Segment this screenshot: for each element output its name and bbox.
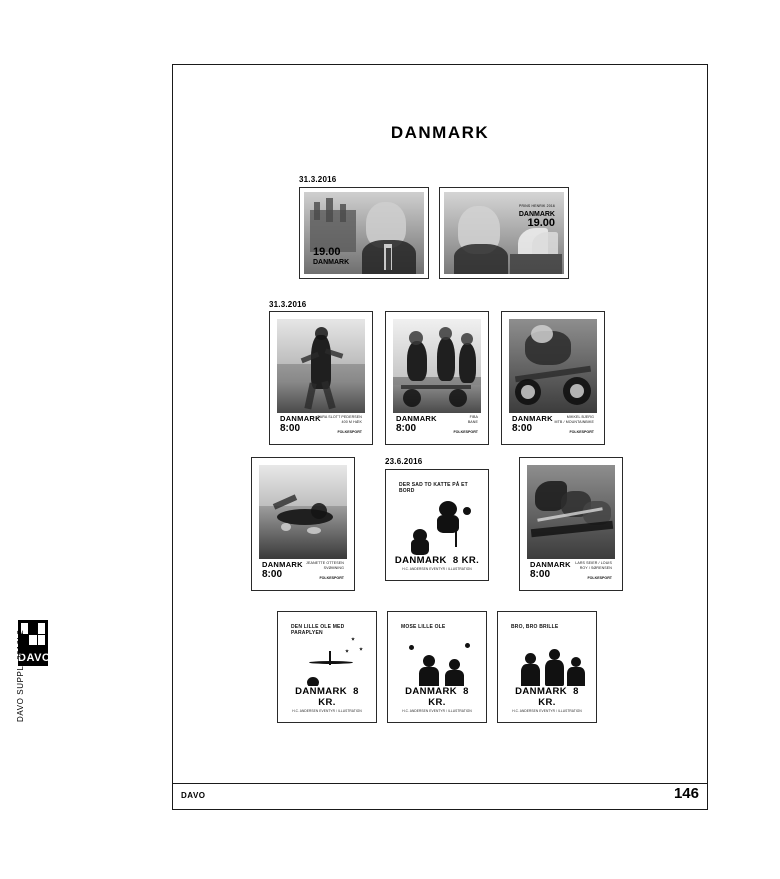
stamp-royal-2-value: 19.00	[527, 217, 555, 229]
davo-logo-word: DAVO	[18, 652, 51, 664]
stamp-fairytale-2-title: DEN LILLE OLE MED PARAPLYEN	[291, 624, 345, 636]
sheet-footer	[173, 783, 707, 809]
stamp-sport-2-discipline: FIBA BANE	[467, 415, 478, 424]
stamp-sport-5-discipline: LARS SEIER / LOUIS ROY / SØRENSEN	[575, 561, 612, 570]
stamp-sport-2-series: FOLKESPORT	[453, 430, 478, 434]
stamp-sport-4-discipline: JEANETTE OTTESEN SVØMNING	[306, 561, 344, 570]
stamp-sport-1-discipline: SARA SLOTT PEDERSEN 400 M HÆK	[317, 415, 362, 424]
stamp-royal-1-country: DANMARK	[313, 258, 350, 266]
stamp-fairytale-3[interactable]	[387, 611, 487, 723]
stamp-sport-4-country: DANMARK	[262, 560, 303, 569]
stamp-fairytale-4[interactable]	[497, 611, 597, 723]
stamp-sport-1[interactable]	[269, 311, 373, 445]
stamp-royal-2-country: DANMARK	[518, 211, 555, 218]
stamp-fairytale-1[interactable]	[385, 469, 489, 581]
stamp-royal-1[interactable]	[299, 187, 429, 279]
stamp-fairytale-3-subtitle: H.C. ANDERSEN EVENTYR / ILLUSTRATION	[402, 709, 472, 713]
stamp-sport-4[interactable]	[251, 457, 355, 591]
stamp-fairytale-1-line: DANMARK 8 KR.	[394, 555, 480, 566]
date-label-1: 31.3.2016	[299, 175, 337, 184]
stamp-sport-3[interactable]	[501, 311, 605, 445]
stamp-fairytale-4-line: DANMARK 8 KR.	[515, 686, 579, 708]
stamp-fairytale-2-subtitle: H.C. ANDERSEN EVENTYR / ILLUSTRATION	[292, 709, 362, 713]
stamp-fairytale-1-title: DER SAD TO KATTE PÅ ET BORD	[399, 482, 468, 494]
stamp-fairytale-2-line: DANMARK 8 KR.	[295, 686, 359, 708]
page-title: DANMARK	[390, 123, 490, 142]
date-label-3: 23.6.2016	[385, 457, 423, 466]
page-side-text: DAVO SUPPL. 2016L2	[16, 629, 25, 722]
stamp-sport-5[interactable]	[519, 457, 623, 591]
album-sheet	[172, 64, 708, 810]
page-number: 146	[673, 785, 699, 802]
stamp-sport-3-discipline: MIKKEL BJERG MTB / MOUNTAINBIKE	[554, 415, 594, 424]
stamp-royal-1-value: 19.00	[313, 246, 341, 258]
stamp-sport-4-value: 8:00	[262, 569, 283, 580]
stamp-sport-1-country: DANMARK	[280, 414, 321, 423]
stamp-sport-4-series: FOLKESPORT	[319, 576, 344, 580]
stamp-sport-5-country: DANMARK	[530, 560, 571, 569]
stamp-royal-1-caption	[313, 247, 349, 267]
stamp-fairytale-3-title: MOSE LILLE OLE	[401, 624, 446, 630]
stamp-sport-3-value: 8:00	[512, 423, 533, 434]
stamp-sport-2[interactable]	[385, 311, 489, 445]
stamp-fairytale-4-subtitle: H.C. ANDERSEN EVENTYR / ILLUSTRATION	[512, 709, 582, 713]
stamp-sport-1-series: FOLKESPORT	[337, 430, 362, 434]
stamp-royal-2-caption	[519, 201, 555, 229]
stamp-sport-2-country: DANMARK	[396, 414, 437, 423]
stamp-sport-5-series: FOLKESPORT	[587, 576, 612, 580]
stamp-fairytale-4-title: BRO, BRO BRILLE	[511, 624, 559, 630]
stamp-sport-2-value: 8:00	[396, 423, 417, 434]
stamp-sport-3-country: DANMARK	[512, 414, 553, 423]
stamp-sport-1-value: 8:00	[280, 423, 301, 434]
stamp-sport-5-value: 8:00	[530, 569, 551, 580]
stamp-royal-2[interactable]	[439, 187, 569, 279]
footer-brand: DAVO	[181, 791, 206, 800]
stamp-fairytale-2[interactable]	[277, 611, 377, 723]
date-label-2: 31.3.2016	[269, 300, 307, 309]
stamp-fairytale-1-subtitle: H.C. ANDERSEN EVENTYR / ILLUSTRATION	[402, 567, 472, 571]
stamp-sport-3-series: FOLKESPORT	[569, 430, 594, 434]
stamp-fairytale-3-line: DANMARK 8 KR.	[405, 686, 469, 708]
stamp-royal-2-top-text: PRINS HENRIK 2016	[518, 204, 555, 208]
